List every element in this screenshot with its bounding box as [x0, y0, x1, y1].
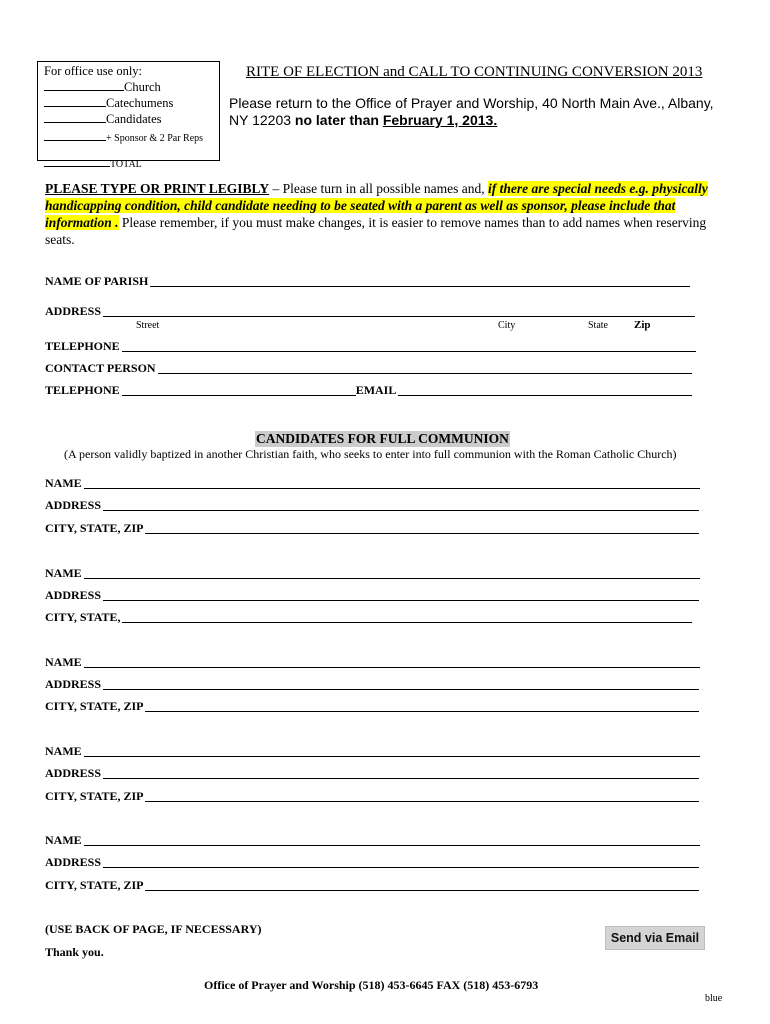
parish-address-line[interactable]: [103, 316, 695, 317]
candidate-1-address-line[interactable]: [103, 510, 699, 511]
parish-name-line[interactable]: [150, 286, 690, 287]
candidate-5-city-field: [45, 878, 699, 893]
candidate-city-label: CITY, STATE, ZIP: [45, 789, 144, 803]
zip-sublabel: Zip: [634, 319, 651, 331]
parish-name-field: [45, 274, 690, 289]
candidate-5-address-field: [45, 855, 699, 870]
contact-person-field: [45, 361, 692, 376]
sponsor-label: + Sponsor & 2 Par Reps: [106, 133, 204, 144]
intro-lead: PLEASE TYPE OR PRINT LEGIBLY: [45, 181, 270, 196]
intro-text-1: – Please turn in all possible names and,: [269, 181, 489, 196]
candidate-address-label: ADDRESS: [45, 677, 102, 691]
candidates-section-title: CANDIDATES FOR FULL COMMUNION: [256, 431, 509, 446]
church-label: Church: [124, 80, 161, 94]
candidate-2-name-line[interactable]: [84, 578, 700, 579]
candidate-address-label: ADDRESS: [45, 588, 102, 602]
candidate-3-city-line[interactable]: [145, 711, 699, 712]
candidate-name-label: NAME: [45, 566, 82, 580]
sponsor-count-line[interactable]: [44, 129, 106, 141]
special-needs-highlight: if there are special needs e.g. physically handicapping condition, child candidate needing to be seated with a parent as well as sponsor, please include that information .: [45, 181, 708, 230]
candidate-1-name-line[interactable]: [84, 488, 700, 489]
candidate-city-label: CITY, STATE, ZIP: [45, 878, 144, 892]
candidate-2-address-line[interactable]: [103, 600, 699, 601]
return-text: Please return to the Office of Prayer and Worship, 40 North Main Ave., Albany, NY 12203: [229, 95, 714, 128]
candidate-4-name-line[interactable]: [84, 756, 700, 757]
parish-telephone-line[interactable]: [122, 351, 696, 352]
office-total-row: [44, 155, 219, 172]
candidate-4-address-line[interactable]: [103, 778, 699, 779]
candidate-4-city-line[interactable]: [145, 801, 699, 802]
office-candidates-row: [44, 111, 219, 127]
contact-telephone-email-field: [45, 383, 692, 398]
candidate-4-name-field: [45, 744, 700, 759]
return-instructions: [229, 95, 729, 129]
candidate-5-address-line[interactable]: [103, 867, 699, 868]
candidate-2-name-field: [45, 566, 700, 581]
parish-address-field: [45, 304, 695, 319]
candidate-name-label: NAME: [45, 655, 82, 669]
contact-person-label: CONTACT PERSON: [45, 361, 156, 375]
state-sublabel: State: [588, 320, 608, 331]
parish-telephone-field: [45, 339, 696, 354]
candidate-2-address-field: [45, 588, 699, 603]
total-count-line[interactable]: [44, 155, 110, 167]
candidate-name-label: NAME: [45, 833, 82, 847]
candidate-2-city-field: [45, 610, 692, 625]
back-of-page-note: (USE BACK OF PAGE, IF NECESSARY): [45, 922, 262, 936]
street-sublabel: Street: [136, 320, 160, 331]
candidate-1-city-line[interactable]: [145, 533, 699, 534]
candidate-5-name-field: [45, 833, 700, 848]
candidate-address-label: ADDRESS: [45, 766, 102, 780]
intro-paragraph: [45, 180, 735, 248]
office-sponsor-row: [44, 129, 219, 146]
candidate-4-address-field: [45, 766, 699, 781]
catechumens-count-line[interactable]: [44, 95, 106, 107]
candidates-label: Candidates: [106, 112, 162, 126]
candidate-address-label: ADDRESS: [45, 498, 102, 512]
candidate-3-city-field: [45, 699, 699, 714]
intro-text-2: Please remember, if you must make changes, it is easier to remove names than to add names when reserving seats.: [45, 215, 707, 247]
candidate-3-address-field: [45, 677, 699, 692]
return-deadline-lead: no later than: [294, 112, 379, 128]
candidate-5-city-line[interactable]: [145, 890, 699, 891]
office-catechumens-row: [44, 95, 219, 111]
contact-telephone-label: TELEPHONE: [45, 383, 120, 397]
candidate-address-label: ADDRESS: [45, 855, 102, 869]
parish-name-label: NAME OF PARISH: [45, 274, 149, 288]
candidates-section-subtitle: (A person validly baptized in another Christian faith, who seeks to enter into full communion with the Roman Catholic Church): [64, 447, 677, 461]
candidate-name-label: NAME: [45, 476, 82, 490]
catechumens-label: Catechumens: [106, 96, 174, 110]
church-count-line[interactable]: [44, 79, 124, 91]
email-label: EMAIL: [355, 383, 397, 397]
parish-telephone-label: TELEPHONE: [45, 339, 120, 353]
candidate-name-label: NAME: [45, 744, 82, 758]
contact-telephone-line[interactable]: [122, 395, 356, 396]
candidate-3-name-field: [45, 655, 700, 670]
office-use-heading: For office use only:: [44, 64, 143, 78]
candidate-1-city-field: [45, 521, 699, 536]
thank-you-text: Thank you.: [45, 945, 104, 959]
candidate-city-label: CITY, STATE, ZIP: [45, 699, 144, 713]
total-label: TOTAL: [110, 159, 142, 170]
candidate-1-address-field: [45, 498, 699, 513]
candidate-4-city-field: [45, 789, 699, 804]
contact-person-line[interactable]: [158, 373, 692, 374]
candidate-1-name-field: [45, 476, 700, 491]
candidates-count-line[interactable]: [44, 111, 106, 123]
candidate-3-address-line[interactable]: [103, 689, 699, 690]
city-sublabel: City: [498, 320, 516, 331]
office-church-row: [44, 79, 219, 95]
candidate-2-city-line[interactable]: [122, 622, 692, 623]
return-deadline-date: February 1, 2013.: [382, 112, 498, 128]
form-title: RITE OF ELECTION and CALL TO CONTINUING CONVERSION 2013: [246, 64, 703, 80]
parish-address-label: ADDRESS: [45, 304, 102, 318]
office-use-box: [37, 61, 220, 170]
office-contact-footer: Office of Prayer and Worship (518) 453-6645 FAX (518) 453-6793: [204, 978, 539, 992]
candidate-city-label: CITY, STATE,: [45, 610, 121, 624]
send-via-email-button[interactable]: Send via Email: [605, 926, 705, 950]
corner-note: blue: [705, 993, 723, 1004]
candidate-city-label: CITY, STATE, ZIP: [45, 521, 144, 535]
email-line[interactable]: [398, 395, 692, 396]
candidate-3-name-line[interactable]: [84, 667, 700, 668]
candidate-5-name-line[interactable]: [84, 845, 700, 846]
